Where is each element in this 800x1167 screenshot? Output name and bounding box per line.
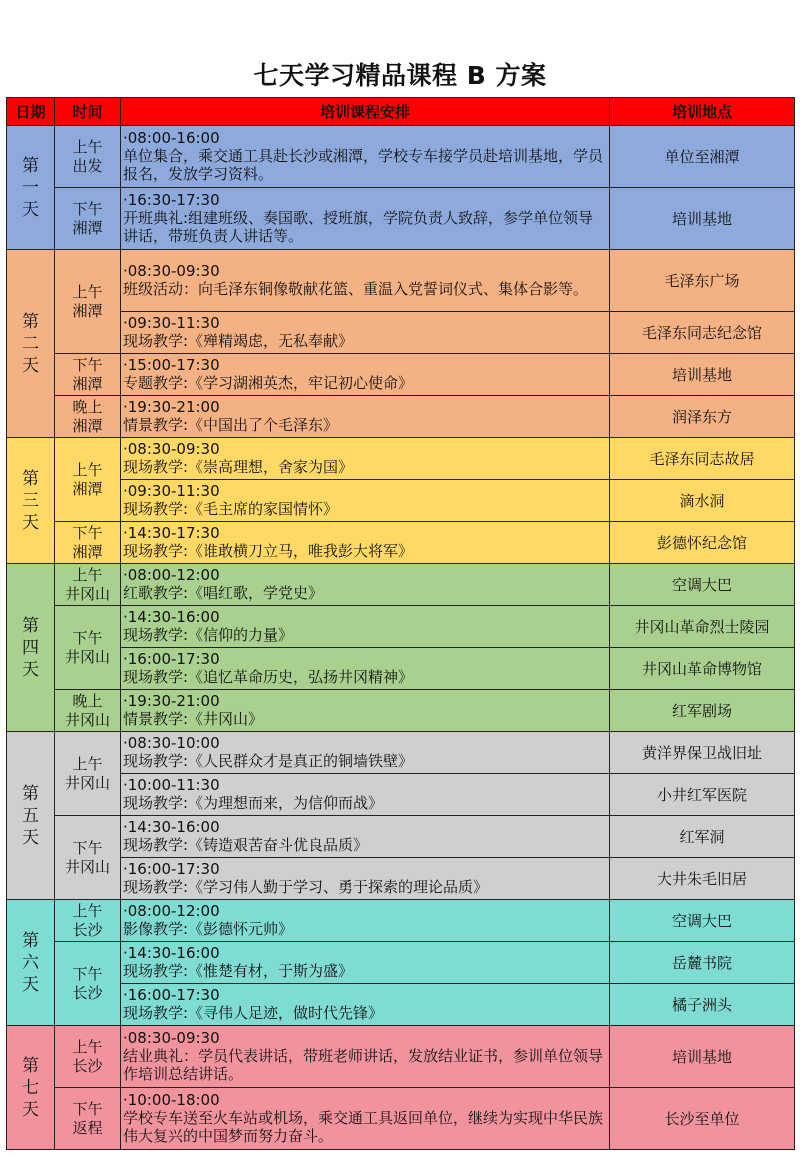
table-row bbox=[7, 690, 795, 732]
course-cell bbox=[121, 522, 610, 564]
course-cell bbox=[121, 188, 610, 250]
table-row bbox=[7, 816, 795, 858]
course-cell bbox=[121, 1088, 610, 1150]
course-time: ·10:00-18:00 bbox=[123, 1091, 220, 1109]
time-slot bbox=[55, 1088, 121, 1150]
course-cell bbox=[121, 312, 610, 354]
table-row bbox=[7, 942, 795, 984]
time-period: 上午 bbox=[72, 460, 103, 479]
time-place: 长沙 bbox=[72, 1056, 103, 1075]
course-cell bbox=[121, 126, 610, 188]
course-desc: 情景教学:《井冈山》 bbox=[123, 710, 264, 728]
location-cell: 彭德怀纪念馆 bbox=[610, 522, 795, 564]
table-row bbox=[7, 438, 795, 480]
time-place: 湘潭 bbox=[72, 301, 103, 320]
day-label bbox=[7, 564, 55, 732]
course-desc: 学校专车送至火车站或机场，乘交通工具返回单位，继续为实现中华民族伟大复兴的中国梦而努力奋斗。 bbox=[123, 1109, 604, 1145]
table-row bbox=[7, 1026, 795, 1088]
time-period: 上午 bbox=[72, 754, 103, 773]
header-date: 日期 bbox=[7, 98, 55, 126]
day-label-text: 第三天 bbox=[22, 468, 39, 533]
time-period: 下午 bbox=[72, 1099, 103, 1118]
course-time: ·09:30-11:30 bbox=[123, 482, 220, 500]
time-slot bbox=[55, 942, 121, 1026]
header-row bbox=[7, 98, 795, 126]
course-time: ·08:00-12:00 bbox=[123, 902, 220, 920]
day-label bbox=[7, 250, 55, 438]
day-label-text: 第二天 bbox=[22, 311, 39, 376]
course-desc: 现场教学:《惟楚有材，于斯为盛》 bbox=[123, 962, 354, 980]
course-desc: 现场教学:《信仰的力量》 bbox=[123, 626, 294, 644]
time-slot bbox=[55, 126, 121, 188]
time-period: 下午 bbox=[72, 838, 103, 857]
time-place: 返程 bbox=[72, 1118, 103, 1137]
time-place: 湘潭 bbox=[72, 542, 103, 561]
course-time: ·19:30-21:00 bbox=[123, 398, 220, 416]
time-place: 长沙 bbox=[72, 983, 103, 1002]
course-time: ·08:00-16:00 bbox=[123, 129, 220, 147]
time-place: 湘潭 bbox=[72, 479, 103, 498]
day-label-text: 第一天 bbox=[22, 155, 39, 220]
table-row bbox=[7, 1088, 795, 1150]
time-period: 上午 bbox=[72, 1037, 103, 1056]
location-cell: 空调大巴 bbox=[610, 900, 795, 942]
course-desc: 红歌教学:《唱红歌，学党史》 bbox=[123, 584, 324, 602]
course-time: ·08:30-09:30 bbox=[123, 1029, 220, 1047]
table-row bbox=[7, 900, 795, 942]
location-cell: 培训基地 bbox=[610, 354, 795, 396]
location-cell: 大井朱毛旧居 bbox=[610, 858, 795, 900]
day-label bbox=[7, 900, 55, 1026]
time-place: 长沙 bbox=[72, 920, 103, 939]
course-desc: 班级活动：向毛泽东铜像敬献花篮、重温入党誓词仪式、集体合影等。 bbox=[123, 280, 589, 298]
course-desc: 现场教学:《人民群众才是真正的铜墙铁壁》 bbox=[123, 752, 414, 770]
time-slot bbox=[55, 438, 121, 522]
course-cell bbox=[121, 1026, 610, 1088]
location-cell: 橘子洲头 bbox=[610, 984, 795, 1026]
location-cell: 单位至湘潭 bbox=[610, 126, 795, 188]
course-time: ·16:00-17:30 bbox=[123, 986, 220, 1004]
table-row bbox=[7, 564, 795, 606]
course-desc: 现场教学:《学习伟人勤于学习、勇于探索的理论品质》 bbox=[123, 878, 489, 896]
course-time: ·10:00-11:30 bbox=[123, 776, 220, 794]
table-row bbox=[7, 188, 795, 250]
course-cell bbox=[121, 396, 610, 438]
time-period: 上午 bbox=[72, 137, 103, 156]
day-label-text: 第五天 bbox=[22, 783, 39, 848]
course-cell bbox=[121, 858, 610, 900]
course-time: ·16:00-17:30 bbox=[123, 650, 220, 668]
time-slot bbox=[55, 564, 121, 606]
time-period: 上午 bbox=[72, 282, 103, 301]
time-slot bbox=[55, 900, 121, 942]
time-slot bbox=[55, 354, 121, 396]
course-desc: 开班典礼:组建班级、奏国歌、授班旗，学院负责人致辞，参学单位领导讲话，带班负责人讲话等。 bbox=[123, 209, 594, 245]
course-cell bbox=[121, 438, 610, 480]
location-cell: 培训基地 bbox=[610, 188, 795, 250]
schedule-body bbox=[7, 126, 795, 1150]
time-place: 湘潭 bbox=[72, 218, 103, 237]
course-time: ·19:30-21:00 bbox=[123, 692, 220, 710]
time-period: 下午 bbox=[72, 628, 103, 647]
location-cell: 空调大巴 bbox=[610, 564, 795, 606]
table-row bbox=[7, 522, 795, 564]
time-slot bbox=[55, 732, 121, 816]
course-time: ·16:30-17:30 bbox=[123, 191, 220, 209]
course-time: ·08:00-12:00 bbox=[123, 566, 220, 584]
course-desc: 现场教学:《崇高理想，舍家为国》 bbox=[123, 458, 354, 476]
course-cell bbox=[121, 942, 610, 984]
time-place: 井冈山 bbox=[64, 710, 110, 729]
day-label-text: 第六天 bbox=[22, 930, 39, 995]
location-cell: 培训基地 bbox=[610, 1026, 795, 1088]
time-place: 湘潭 bbox=[72, 374, 103, 393]
time-period: 上午 bbox=[72, 901, 103, 920]
time-slot bbox=[55, 396, 121, 438]
table-row bbox=[7, 774, 795, 816]
day-label bbox=[7, 732, 55, 900]
location-cell: 井冈山革命博物馆 bbox=[610, 648, 795, 690]
course-desc: 影像教学:《彭德怀元帅》 bbox=[123, 920, 294, 938]
course-desc: 单位集合，乘交通工具赴长沙或湘潭，学校专车接学员赴培训基地，学员报名，发放学习资料。 bbox=[123, 147, 604, 183]
table-row bbox=[7, 396, 795, 438]
day-label bbox=[7, 126, 55, 250]
location-cell: 黄洋界保卫战旧址 bbox=[610, 732, 795, 774]
time-place: 井冈山 bbox=[64, 647, 110, 666]
location-cell: 红军洞 bbox=[610, 816, 795, 858]
course-time: ·08:30-10:00 bbox=[123, 734, 220, 752]
time-slot bbox=[55, 690, 121, 732]
page-title: 七天学习精品课程 B 方案 bbox=[253, 61, 547, 90]
schedule-table bbox=[6, 97, 795, 1150]
course-cell bbox=[121, 900, 610, 942]
table-row bbox=[7, 606, 795, 648]
course-time: ·15:00-17:30 bbox=[123, 356, 220, 374]
time-period: 下午 bbox=[72, 199, 103, 218]
course-time: ·09:30-11:30 bbox=[123, 314, 220, 332]
course-desc: 现场教学:《铸造艰苦奋斗优良品质》 bbox=[123, 836, 369, 854]
course-time: ·08:30-09:30 bbox=[123, 440, 220, 458]
table-row bbox=[7, 732, 795, 774]
table-row bbox=[7, 126, 795, 188]
time-place: 井冈山 bbox=[64, 773, 110, 792]
table-row bbox=[7, 984, 795, 1026]
time-slot bbox=[55, 188, 121, 250]
course-cell bbox=[121, 648, 610, 690]
course-desc: 现场教学:《追忆革命历史，弘扬井冈精神》 bbox=[123, 668, 414, 686]
location-cell: 小井红军医院 bbox=[610, 774, 795, 816]
time-period: 上午 bbox=[72, 565, 103, 584]
course-time: ·14:30-16:00 bbox=[123, 818, 220, 836]
course-cell bbox=[121, 690, 610, 732]
course-desc: 现场教学:《殚精竭虑，无私奉献》 bbox=[123, 332, 354, 350]
day-label bbox=[7, 438, 55, 564]
course-desc: 现场教学:《毛主席的家国情怀》 bbox=[123, 500, 339, 518]
course-desc: 现场教学:《谁敢横刀立马，唯我彭大将军》 bbox=[123, 542, 414, 560]
course-cell bbox=[121, 606, 610, 648]
location-cell: 红军剧场 bbox=[610, 690, 795, 732]
location-cell: 毛泽东同志故居 bbox=[610, 438, 795, 480]
day-label-text: 第四天 bbox=[22, 615, 39, 680]
header-time: 时间 bbox=[55, 98, 121, 126]
course-cell bbox=[121, 774, 610, 816]
course-cell bbox=[121, 250, 610, 312]
location-cell: 润泽东方 bbox=[610, 396, 795, 438]
table-row bbox=[7, 858, 795, 900]
location-cell: 毛泽东广场 bbox=[610, 250, 795, 312]
time-place: 湘潭 bbox=[72, 416, 103, 435]
time-slot bbox=[55, 250, 121, 354]
time-place: 出发 bbox=[72, 156, 103, 175]
course-cell bbox=[121, 984, 610, 1026]
course-desc: 结业典礼：学员代表讲话，带班老师讲话，发放结业证书，参训单位领导作培训总结讲话。 bbox=[123, 1047, 604, 1083]
course-desc: 现场教学:《寻伟人足迹，做时代先锋》 bbox=[123, 1004, 384, 1022]
course-cell bbox=[121, 816, 610, 858]
location-cell: 毛泽东同志纪念馆 bbox=[610, 312, 795, 354]
course-time: ·14:30-17:30 bbox=[123, 524, 220, 542]
location-cell: 滴水洞 bbox=[610, 480, 795, 522]
time-period: 下午 bbox=[72, 355, 103, 374]
time-slot bbox=[55, 816, 121, 900]
time-place: 井冈山 bbox=[64, 857, 110, 876]
day-label bbox=[7, 1026, 55, 1150]
course-time: ·08:30-09:30 bbox=[123, 262, 220, 280]
time-period: 晚上 bbox=[72, 397, 103, 416]
course-cell bbox=[121, 480, 610, 522]
course-time: ·14:30-16:00 bbox=[123, 608, 220, 626]
time-place: 井冈山 bbox=[64, 584, 110, 603]
time-period: 晚上 bbox=[72, 691, 103, 710]
course-cell bbox=[121, 564, 610, 606]
time-slot bbox=[55, 1026, 121, 1088]
table-row bbox=[7, 354, 795, 396]
time-period: 下午 bbox=[72, 964, 103, 983]
time-slot bbox=[55, 522, 121, 564]
day-label-text: 第七天 bbox=[22, 1055, 39, 1120]
table-row bbox=[7, 250, 795, 312]
location-cell: 井冈山革命烈士陵园 bbox=[610, 606, 795, 648]
location-cell: 长沙至单位 bbox=[610, 1088, 795, 1150]
course-desc: 现场教学:《为理想而来，为信仰而战》 bbox=[123, 794, 384, 812]
table-row bbox=[7, 480, 795, 522]
course-time: ·16:00-17:30 bbox=[123, 860, 220, 878]
table-row bbox=[7, 648, 795, 690]
course-time: ·14:30-16:00 bbox=[123, 944, 220, 962]
header-location: 培训地点 bbox=[610, 98, 795, 126]
time-slot bbox=[55, 606, 121, 690]
header-course: 培训课程安排 bbox=[121, 98, 610, 126]
table-row bbox=[7, 312, 795, 354]
course-desc: 情景教学:《中国出了个毛泽东》 bbox=[123, 416, 339, 434]
course-desc: 专题教学:《学习湖湘英杰，牢记初心使命》 bbox=[123, 374, 414, 392]
course-cell bbox=[121, 732, 610, 774]
location-cell: 岳麓书院 bbox=[610, 942, 795, 984]
time-period: 下午 bbox=[72, 523, 103, 542]
course-cell bbox=[121, 354, 610, 396]
